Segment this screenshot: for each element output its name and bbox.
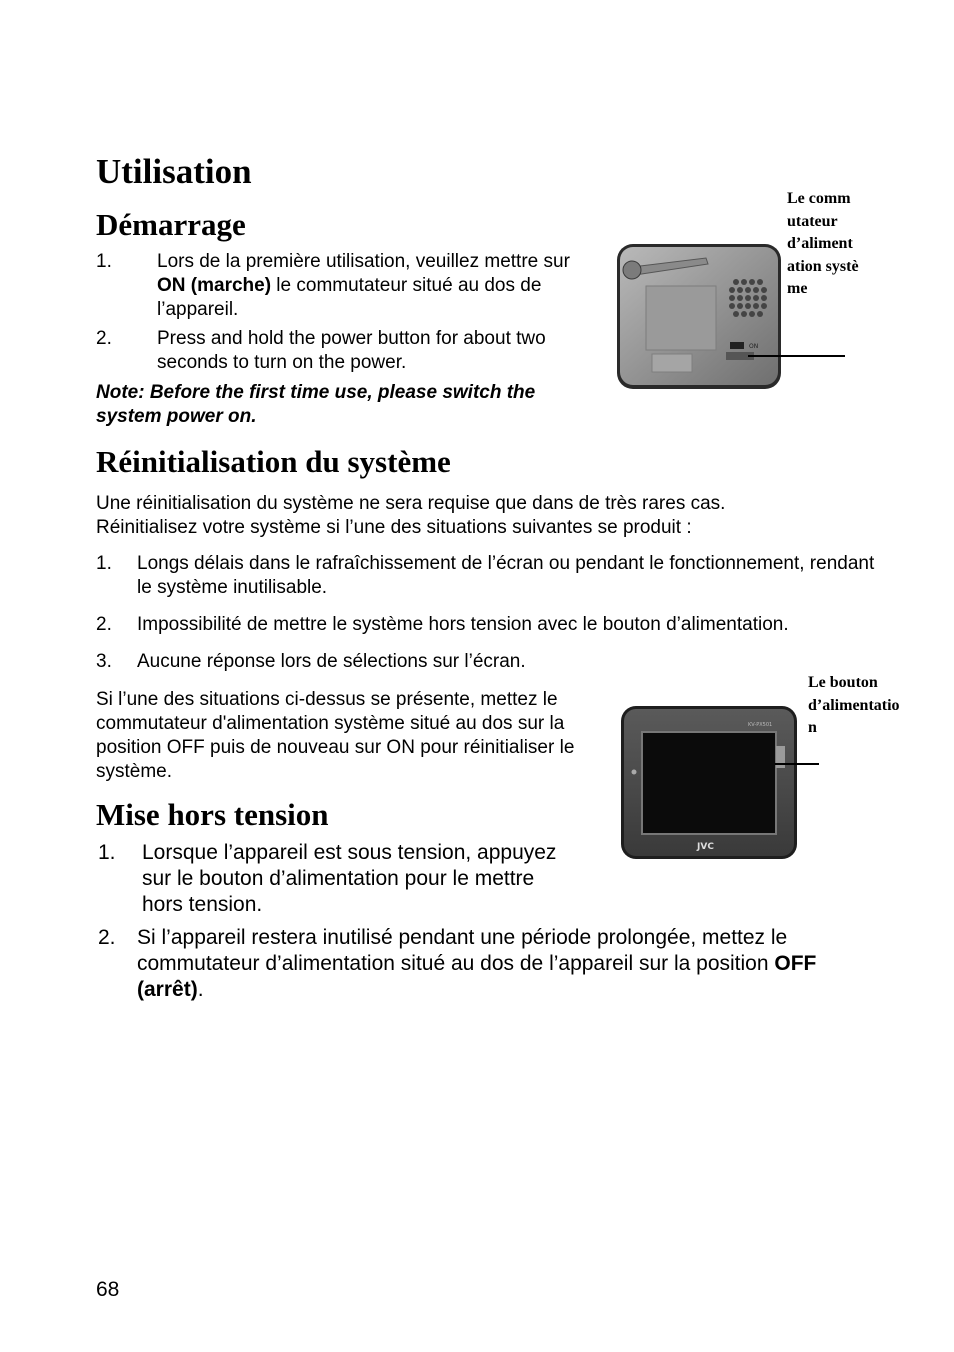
list-item: Aucune réponse lors de sélections sur l’écran.	[137, 651, 526, 672]
list-item: Press and hold the power button for about two seconds to turn on the power.	[157, 328, 546, 373]
list-number: 3.	[96, 651, 112, 672]
device-front-illustration	[620, 704, 800, 860]
list-number: 1.	[96, 553, 112, 574]
list-number: 2.	[98, 926, 116, 949]
section-heading-demarrage: Démarrage	[96, 207, 246, 242]
page-title: Utilisation	[96, 152, 252, 191]
section-heading-mise-hors-tension: Mise hors tension	[96, 797, 329, 832]
device-brand-label: JVC	[697, 842, 714, 852]
list-item: Lors de la première utilisation, veuillez mettre sur ON (marche) le commutateur situé au dos de l’appareil.	[157, 251, 570, 320]
list-number: 2.	[96, 328, 112, 349]
list-item: Impossibilité de mettre le système hors tension avec le bouton d’alimentation.	[137, 614, 789, 635]
caption-power-switch: Le commutateur d’alimentation système	[787, 190, 859, 297]
list-number: 1.	[98, 841, 116, 864]
device-model-label: KV-PX501	[748, 722, 773, 728]
device-front-image	[620, 704, 800, 860]
reinit-intro: Une réinitialisation du système ne sera requise que dans de très rares cas. Réinitialisez votre système si l’une des situations suivantes se produit :	[96, 493, 726, 538]
device-back-illustration	[616, 242, 784, 392]
list-item: Si l’appareil restera inutilisé pendant une période prolongée, mettez le commutateur d’alimentation situé au dos de l’appareil sur la position OFF (arrêt).	[137, 926, 817, 1001]
device-back-image	[616, 242, 784, 392]
device-on-label: ON	[749, 343, 759, 350]
list-number: 1.	[96, 251, 112, 272]
caption-pointer-line	[775, 763, 819, 765]
caption-pointer-line	[748, 355, 845, 357]
list-item: Longs délais dans le rafraîchissement de l’écran ou pendant le fonctionnement, rendant le système inutilisable.	[137, 553, 875, 598]
reinit-outro: Si l’une des situations ci-dessus se présente, mettez le commutateur d'alimentation système situé au dos sur la position OFF puis de nouveau sur ON pour réinitialiser le système.	[96, 689, 575, 782]
note: Note: Before the first time use, please switch the system power on.	[96, 382, 536, 427]
page-number: 68	[96, 1278, 120, 1301]
list-number: 2.	[96, 614, 112, 635]
section-heading-reinitialisation: Réinitialisation du système	[96, 444, 451, 479]
list-item: Lorsque l’appareil est sous tension, appuyez sur le bouton d’alimentation pour le mettre hors tension.	[142, 841, 557, 916]
caption-power-button: Le bouton d’alimentation	[808, 674, 900, 736]
